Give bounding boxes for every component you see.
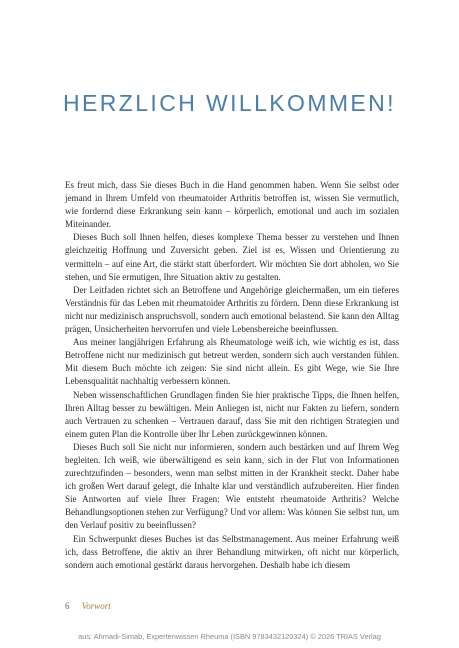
paragraph: Aus meiner langjährigen Erfahrung als Rheumatologe weiß ich, wie wichtig es ist, dass Betroffene nicht nur medizinisch gut betreut werden, sondern sich auch verstanden fühlen. Mit diesem Buch möchte ich zeigen: Sie sind nicht allein. Es gibt Wege, wie Sie Ihre Lebensqualität nachhaltig verbessern können.	[65, 337, 399, 387]
page-title: HERZLICH WILLKOMMEN!	[63, 90, 396, 116]
paragraph: Dieses Buch soll Sie nicht nur informieren, sondern auch bestärken und auf Ihrem Weg begleiten. Ich weiß, wie überwältigend es sein kann, sich in der Flut von Informationen zurechtzufinden – besonders, wenn man selbst mitten in der Krankheit steckt. Daher habe ich großen Wert darauf gelegt, die Inhalte klar und verständlich aufzubereiten. Hier finden Sie Antworten auf viele Ihrer Fragen: Wie entsteht rheumatoide Arthritis? Welche Behandlungsoptionen stehen zur Verfügung? Und vor allem: Was können Sie selbst tun, um den Verlauf positiv zu beeinflussen?	[65, 441, 399, 531]
paragraph: Es freut mich, dass Sie dieses Buch in die Hand genommen haben. Wenn Sie selbst oder jemand in Ihrem Umfeld von rheumatoider Arthritis betroffen ist, wissen Sie vermutlich, wie fordernd diese Erkrankung sein kann – körperlich, emotional und auch im sozialen Miteinander.	[65, 180, 399, 230]
body-text	[65, 179, 399, 572]
paragraph: Neben wissenschaftlichen Grundlagen finden Sie hier praktische Tipps, die Ihnen helfen, Ihren Alltag besser zu bewältigen. Mein Anliegen ist, nicht nur Fakten zu liefern, sondern auch Vertrauen zu schenken – Vertrauen darauf, dass Sie mit den richtigen Strategien und einem guten Plan die Kontrolle über Ihr Leben zurückgewinnen können.	[65, 389, 399, 439]
page-number: 6	[65, 601, 70, 611]
source-credit: aus: Ahmadi-Simab, Expertenwissen Rheuma (ISBN 9783432120324) © 2026 TRIAS Verlag	[78, 632, 381, 641]
paragraph: Dieses Buch soll Ihnen helfen, dieses komplexe Thema besser zu verstehen und Ihnen gleichzeitig Hoffnung und Zuversicht geben. Ziel ist es, Wissen und Orientierung zu vermitteln – auf eine Art, die stärkt statt überfordert. Wir möchten Sie dort abholen, wo Sie stehen, und Sie ermutigen, Ihre Situation aktiv zu gestalten.	[65, 232, 399, 282]
paragraph: Der Leitfaden richtet sich an Betroffene und Angehörige gleichermaßen, um ein tieferes Verständnis für das Leben mit rheumatoider Arthritis zu fördern. Denn diese Erkrankung ist nicht nur medizinisch anspruchsvoll, sondern auch emotional belastend. Sie kann den Alltag prägen, Unsicherheiten hervorrufen und viele Lebensbereiche beeinflussen.	[65, 284, 399, 335]
page-footer	[65, 601, 111, 611]
section-name: Vorwort	[81, 601, 111, 611]
paragraph: Ein Schwerpunkt dieses Buches ist das Selbstmanagement. Aus meiner Erfahrung weiß ich, dass Betroffene, die aktiv an ihrer Behandlung mitwirken, oft nicht nur körperlich, sondern auch emotional gestärkt daraus hervorgehen. Deshalb habe ich diesem	[65, 533, 399, 570]
